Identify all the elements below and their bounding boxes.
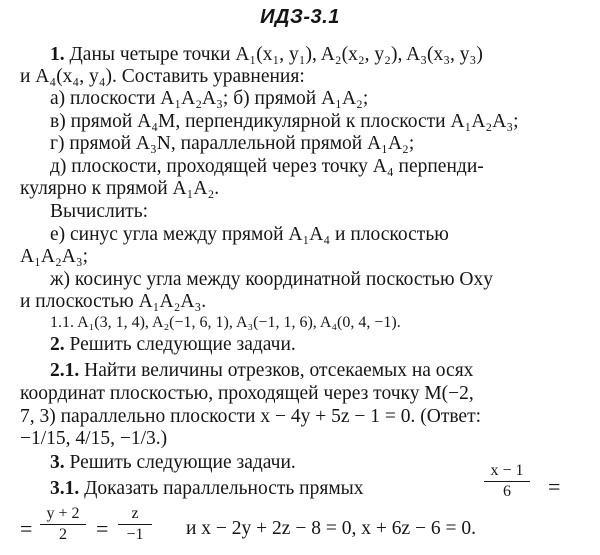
equals-sign-2: = (96, 516, 109, 541)
fraction-z-denominator: −1 (126, 526, 144, 543)
fraction-z-bar (118, 524, 152, 525)
task3-problem-line-1 (50, 478, 364, 500)
task2-problem-line-1 (50, 360, 473, 382)
task1-item-g: г) прямой A₃N, параллельной прямой A₁A₂; (50, 133, 415, 154)
task1-line-1 (50, 44, 483, 66)
task1-number: 1. (50, 44, 65, 65)
task3-text-1: Доказать параллельность прямых (84, 478, 364, 499)
task3-problem-number: 3.1. (50, 478, 80, 499)
task1-line-2: и A₄(x₄, y₄). Составить уравнения: (20, 66, 305, 87)
task2-heading: Решить следующие задачи. (69, 334, 296, 355)
fraction-z (118, 505, 152, 544)
task2-number: 2. (50, 334, 65, 355)
task3-heading: Решить следующие задачи. (69, 452, 296, 473)
task3-heading-line (50, 452, 296, 474)
task2-text-3: 7, 3) параллельно плоскости x − 4y + 5z − 1 = 0. (Ответ: (20, 406, 482, 427)
fraction-x-numerator: x − 1 (490, 462, 524, 479)
task1-variant: 1.1. A₁(3, 1, 4), A₂(−1, 6, 1), A₃(−1, 1, 6), A₄(0, 4, −1). (50, 314, 401, 331)
task1-item-zh: ж) косинус угла между координатной поскостью Oxy (50, 269, 493, 290)
page-title: ИДЗ-3.1 (260, 6, 340, 28)
task1-item-a: а) плоскости A₁A₂A₃; б) прямой A₁A₂; (50, 88, 369, 109)
fraction-x-denominator: 6 (503, 483, 511, 500)
fraction-x (484, 462, 530, 501)
task1-item-e-cont: A₁A₂A₃; (20, 246, 89, 267)
task1-item-d: д) плоскости, проходящей через точку A₄ перпенди- (50, 156, 484, 177)
task2-answer: −1/15, 4/15, −1/3.) (20, 428, 168, 449)
fraction-y-denominator: 2 (59, 526, 67, 543)
task1-item-zh-cont: и плоскостью A₁A₂A₃. (20, 291, 207, 312)
equals-sign-lead: = (20, 516, 33, 541)
task1-item-v: в) прямой A₄M, перпендикулярной к плоскости A₁A₂A₃; (50, 111, 519, 132)
task2-text-2: координат плоскостью, проходящей через точку M(−2, (20, 383, 474, 404)
fraction-y-numerator: y + 2 (46, 505, 80, 522)
equals-sign-1: = (548, 474, 561, 499)
fraction-z-numerator: z (131, 505, 139, 522)
fraction-y-bar (40, 524, 86, 525)
task1-item-e: е) синус угла между прямой A₁A₄ и плоскостью (50, 224, 449, 245)
fraction-x-bar (484, 481, 530, 482)
task2-problem-number: 2.1. (50, 360, 80, 381)
task3-plane-equations: и x − 2y + 2z − 8 = 0, x + 6z − 6 = 0. (186, 518, 476, 539)
task1-item-d-cont: кулярно к прямой A₁A₂. (20, 178, 220, 199)
task2-text-1: Найти величины отрезков, отсекаемых на осях (84, 360, 474, 381)
task3-number: 3. (50, 452, 65, 473)
task1-text-1: Даны четыре точки A₁(x₁, y₁), A₂(x₂, y₂), A₃(x₃, y₃) (69, 44, 483, 65)
task2-heading-line (50, 334, 296, 356)
fraction-y (40, 505, 86, 544)
task1-compute-heading: Вычислить: (50, 201, 149, 222)
